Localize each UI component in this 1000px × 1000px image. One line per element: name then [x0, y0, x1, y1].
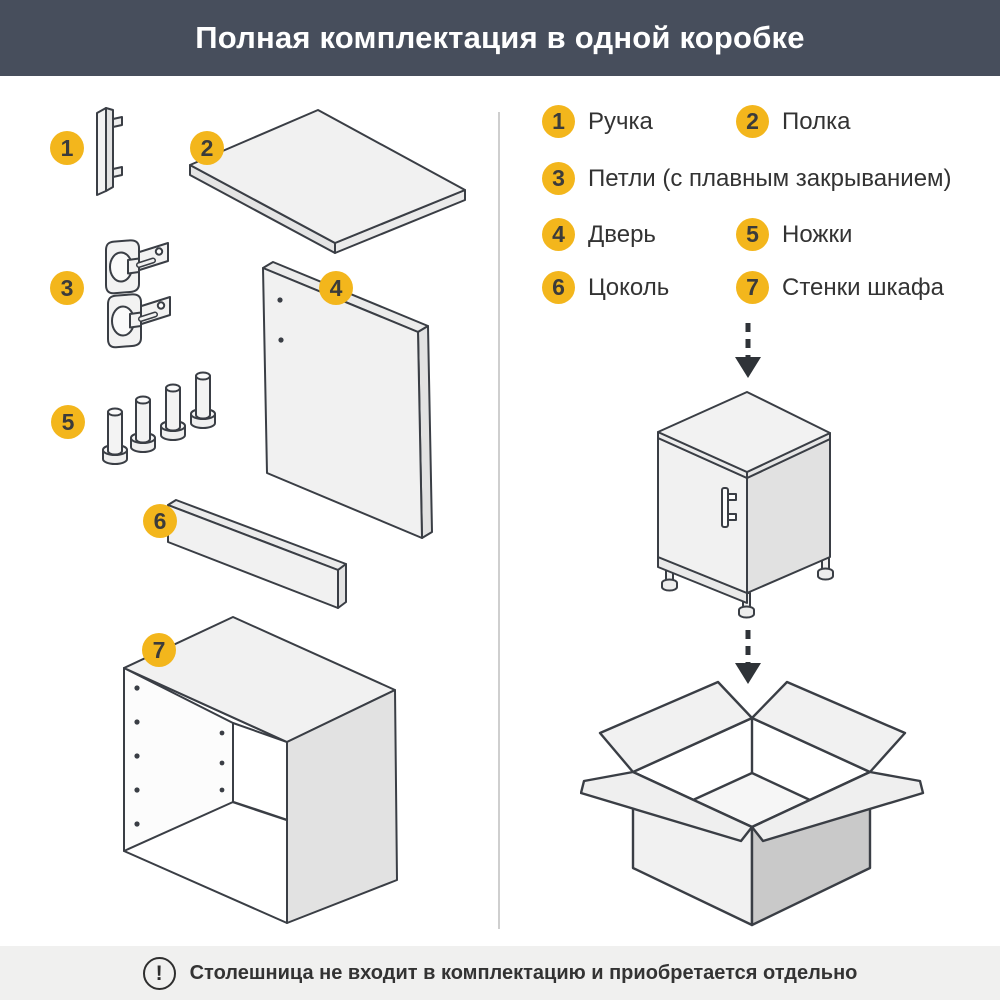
shipping-box-drawing	[580, 672, 930, 932]
footer-note-text: Столешница не входит в комплектацию и приобретается отдельно	[189, 961, 858, 984]
shelf-part-drawing	[190, 110, 465, 253]
legend-badge-7: 7	[736, 271, 769, 304]
page-header	[0, 0, 1000, 76]
legend-badge-3: 3	[542, 162, 575, 195]
legend-item-handle	[542, 105, 653, 138]
part-badge-plinth: 6	[143, 504, 177, 538]
page-title: Полная комплектация в одной коробке	[195, 20, 805, 55]
legend-label-3: Петли (с плавным закрыванием)	[588, 164, 952, 192]
part-badge-handle: 1	[50, 131, 84, 165]
legend-item-hinges	[542, 162, 952, 195]
exclamation-icon: !	[143, 957, 176, 990]
door-part-drawing	[263, 262, 432, 538]
legend-item-legs	[736, 218, 852, 251]
plinth-part-drawing	[168, 500, 346, 608]
legend-item-shelf	[736, 105, 850, 138]
footer-note-bar	[0, 946, 1000, 1000]
exploded-parts-diagram	[30, 90, 480, 940]
legend-badge-4: 4	[542, 218, 575, 251]
hinges-part-drawing	[106, 240, 170, 347]
part-badge-door: 4	[319, 271, 353, 305]
legend-label-2: Полка	[782, 107, 851, 135]
legend-label-7: Стенки шкафа	[782, 273, 944, 301]
legend-badge-1: 1	[542, 105, 575, 138]
legend-item-plinth	[542, 271, 669, 304]
arrow-down-icon	[735, 323, 761, 378]
legend-label-1: Ручка	[588, 107, 653, 135]
legend-item-cabinet-walls	[736, 271, 944, 304]
legend-label-6: Цоколь	[588, 273, 670, 301]
panel-divider	[498, 112, 500, 929]
legend-badge-5: 5	[736, 218, 769, 251]
part-badge-hinges: 3	[50, 271, 84, 305]
assembled-cabinet-drawing	[645, 383, 845, 633]
legend-item-door	[542, 218, 656, 251]
handle-part-drawing	[97, 108, 122, 195]
part-badge-legs: 5	[51, 405, 85, 439]
legend-badge-2: 2	[736, 105, 769, 138]
legend-label-5: Ножки	[782, 220, 853, 248]
legend-badge-6: 6	[542, 271, 575, 304]
part-badge-shelf: 2	[190, 131, 224, 165]
legs-part-drawing	[103, 373, 215, 465]
part-badge-cabinet-walls: 7	[142, 633, 176, 667]
legend-label-4: Дверь	[588, 220, 656, 248]
